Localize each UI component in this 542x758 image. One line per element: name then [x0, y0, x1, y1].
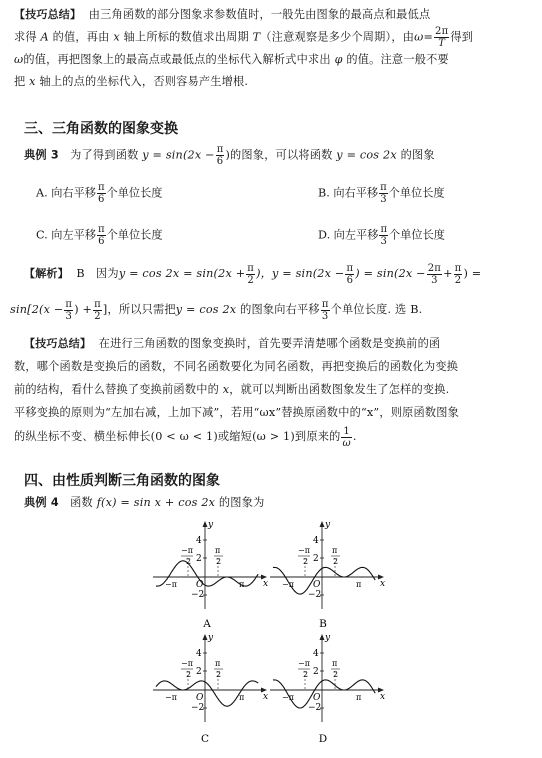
denominator: 6: [216, 156, 224, 167]
x-tick-label-neg-pi-over-2-den: 2: [186, 670, 192, 679]
x-tick-label-neg-pi: −π: [282, 580, 294, 589]
denominator: 6: [98, 236, 105, 247]
x-tick-label-pi: π: [239, 693, 245, 702]
text: =: [423, 30, 434, 44]
x-tick-label-neg-pi: −π: [165, 693, 177, 702]
formula: y = sin(2x −: [142, 148, 215, 162]
text: 个单位长度: [106, 228, 163, 242]
section-4-heading: 四、由性质判断三角函数的图象: [24, 473, 220, 489]
denominator: 3: [380, 236, 387, 247]
y-tick-label-2: 2: [313, 554, 319, 564]
graph-caption-b: B: [319, 618, 327, 630]
text: A. 向右平移: [36, 186, 96, 200]
x-tick-label-pi-over-2-den: 2: [333, 557, 339, 566]
denominator: 3: [321, 310, 329, 322]
denominator: 2: [94, 310, 101, 322]
x-tick-label-pi-over-2-num: π: [215, 659, 221, 668]
x-axis-label: x: [263, 692, 269, 702]
summary2-line4: 平移变换的原则为“左加右减，上加下减”，若用“ωx”替换原函数中的“x”，则原函数图象: [14, 406, 460, 419]
denominator: 2: [247, 274, 254, 286]
x-tick-label-neg-pi: −π: [282, 693, 294, 702]
y-axis-label: y: [325, 633, 331, 643]
example-label: 典例 3: [24, 148, 59, 162]
origin-label: O: [196, 580, 204, 590]
text: 求得: [14, 30, 37, 44]
x-tick-label-pi-over-2-num: π: [215, 546, 221, 555]
y-tick-label-2: 2: [196, 667, 202, 677]
y-axis-arrow: [203, 634, 208, 640]
graph-caption-d: D: [318, 733, 328, 745]
text: 个单位长度: [389, 228, 445, 242]
text: 因为: [96, 267, 119, 280]
text: 前的结构，看什么替换了变换前函数中的: [14, 383, 219, 396]
graph-caption-a: A: [203, 618, 211, 630]
numerator: π: [346, 262, 354, 274]
numerator: π: [65, 298, 73, 310]
summary1-line1: 由三角函数的部分图象求参数值时，一般先由图象的最高点和最低点: [88, 8, 431, 21]
denominator: ω: [342, 437, 351, 449]
numerator: π: [216, 144, 224, 155]
var-omega: ω: [414, 30, 424, 44]
y-tick-label-neg2: −2: [308, 703, 322, 713]
text: ) =: [463, 267, 482, 280]
text: 的值，再把图象上的最高点或最低点的坐标代入解析式中求出: [23, 53, 331, 66]
y-axis-label: y: [208, 520, 214, 530]
numerator: π: [247, 262, 255, 274]
y-tick-label-neg2: −2: [308, 590, 322, 600]
y-tick-label-4: 4: [196, 536, 202, 546]
text: ) +: [74, 303, 93, 316]
text: B. 向右平移: [318, 186, 379, 200]
text: ]，所以只需把: [102, 303, 176, 316]
text: 的值。注意一般不要: [346, 53, 449, 66]
y-tick-label-2: 2: [313, 667, 319, 677]
x-tick-label-neg-pi-over-2-den: 2: [303, 557, 309, 566]
graph-caption-c: C: [200, 733, 210, 745]
var-a: A: [40, 30, 49, 44]
y-axis-arrow: [320, 521, 325, 527]
var-omega: ω: [14, 53, 24, 66]
formula: )，y = sin(2x −: [256, 267, 345, 280]
x-tick-label-pi: π: [356, 580, 362, 589]
text: （注意观察是多少个周期），由: [260, 30, 415, 44]
tip-tag: 【技巧总结】: [24, 337, 92, 350]
denominator: 3: [65, 310, 73, 322]
formula: ) = sin(2x −: [355, 267, 426, 280]
denominator: 6: [346, 274, 354, 286]
text: )的图象，可以将函数: [225, 148, 333, 162]
tip-tag: 【技巧总结】: [14, 8, 82, 21]
x-tick-label-pi-over-2-den: 2: [333, 670, 339, 679]
x-tick-label-pi: π: [239, 580, 245, 589]
origin-label: O: [313, 580, 321, 590]
text: 的图象向右平移: [240, 303, 320, 316]
denominator: 2: [454, 274, 462, 286]
numerator: π: [454, 262, 462, 274]
example-label: 典例 4: [24, 496, 59, 509]
x-axis-label: x: [380, 692, 386, 702]
numerator: 2π: [435, 26, 449, 37]
text: 个单位长度: [388, 186, 445, 200]
x-tick-label-pi: π: [356, 693, 362, 702]
x-tick-label-pi-over-2-num: π: [332, 659, 338, 668]
text: .: [352, 430, 357, 443]
x-tick-label-pi-over-2-num: π: [332, 546, 338, 555]
analysis-tag: 【解析】: [24, 267, 69, 280]
origin-label: O: [196, 693, 204, 703]
text: 在进行三角函数的图象变换时，首先要弄清楚哪个函数是变换前的函: [98, 337, 441, 350]
text: 的图象为: [218, 496, 265, 509]
x-tick-label-neg-pi-over-2-num: −π: [298, 546, 310, 555]
y-tick-label-4: 4: [196, 649, 202, 659]
text: +: [443, 267, 453, 280]
text: 函数: [70, 496, 93, 509]
numerator: π: [94, 298, 101, 310]
formula: sin[2(x −: [10, 303, 64, 316]
y-axis-arrow: [203, 521, 208, 527]
var-phi: φ: [334, 53, 343, 66]
summary2-line2: 数，哪个函数是变换后的函数，不同名函数要化为同名函数，再把变换后的函数化为变换: [14, 360, 459, 373]
x-tick-label-pi-over-2-den: 2: [216, 670, 222, 679]
text: 个单位长度. 选 B.: [330, 303, 423, 316]
x-tick-label-neg-pi-over-2-num: −π: [181, 659, 193, 668]
text: 得到: [450, 30, 474, 44]
numerator: π: [380, 224, 388, 235]
denominator: 6: [98, 194, 105, 205]
numerator: 1: [343, 425, 350, 437]
origin-label: O: [313, 693, 321, 703]
y-axis-arrow: [320, 634, 325, 640]
text: ，就可以判断出函数图象发生了怎样的变换.: [229, 383, 450, 396]
text: 个单位长度: [106, 186, 163, 200]
denominator: T: [438, 38, 446, 49]
formula: y = cos 2x = sin(2x +: [118, 267, 246, 280]
y-axis-label: y: [208, 633, 214, 643]
y-tick-label-2: 2: [196, 554, 202, 564]
formula: y = cos 2x: [336, 148, 397, 162]
x-axis-label: x: [263, 579, 269, 589]
text: 的图象: [400, 148, 435, 162]
y-axis-label: y: [325, 520, 331, 530]
text: 为了得到函数: [70, 148, 139, 162]
x-axis-label: x: [380, 579, 386, 589]
numerator: π: [321, 298, 329, 310]
formula: y = cos 2x: [175, 303, 237, 316]
y-tick-label-neg2: −2: [191, 703, 205, 713]
denominator: 3: [431, 274, 438, 286]
y-tick-label-4: 4: [313, 649, 319, 659]
text: 的值，再由: [52, 30, 110, 44]
var-x: x: [222, 383, 230, 396]
formula: f(x) = sin x + cos 2x: [96, 496, 216, 509]
text: 把: [14, 75, 26, 88]
text: 轴上的点的坐标代入，否则容易产生增根.: [39, 75, 249, 88]
x-tick-label-neg-pi-over-2-num: −π: [298, 659, 310, 668]
section-3-heading: 三、三角函数的图象变换: [24, 121, 178, 137]
x-tick-label-neg-pi: −π: [165, 580, 177, 589]
y-tick-label-neg2: −2: [191, 590, 205, 600]
numerator: π: [97, 182, 105, 193]
answer: B: [76, 267, 85, 280]
var-t: T: [252, 30, 261, 44]
x-tick-label-neg-pi-over-2-den: 2: [303, 670, 309, 679]
var-x: x: [29, 75, 36, 88]
text: 轴上所标的数值求出周期: [123, 30, 249, 44]
denominator: 3: [380, 194, 387, 205]
numerator: 2π: [427, 262, 442, 274]
x-tick-label-neg-pi-over-2-num: −π: [181, 546, 193, 555]
text: C. 向左平移: [36, 228, 97, 242]
text: D. 向左平移: [318, 228, 379, 242]
x-tick-label-neg-pi-over-2-den: 2: [186, 557, 192, 566]
y-tick-label-4: 4: [313, 536, 319, 546]
text: 的纵坐标不变、横坐标伸长(0 < ω < 1)或缩短(ω > 1)到原来的: [14, 430, 341, 443]
numerator: π: [98, 224, 105, 235]
var-x: x: [113, 30, 120, 44]
x-tick-label-pi-over-2-den: 2: [216, 557, 222, 566]
numerator: π: [380, 182, 387, 193]
